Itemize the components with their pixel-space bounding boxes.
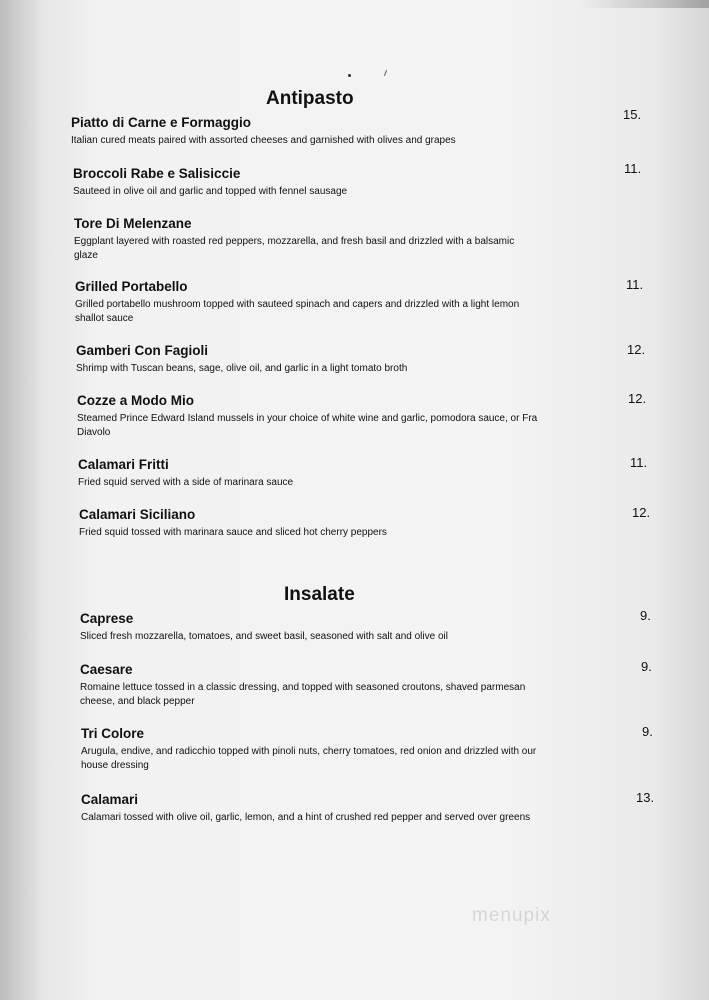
item-name: Calamari Fritti — [78, 457, 169, 472]
scan-speck — [384, 70, 387, 76]
item-description: Romaine lettuce tossed in a classic dressing, and topped with seasoned croutons, shaved parmesan cheese, and black pepper — [80, 682, 526, 707]
scan-speck — [348, 74, 351, 77]
item-name: Piatto di Carne e Formaggio — [71, 115, 252, 130]
item-name: Tri Colore — [81, 726, 145, 741]
menu-item — [76, 343, 556, 376]
menu-item — [80, 611, 560, 644]
item-price: 11. — [624, 161, 642, 176]
menu-item — [74, 216, 524, 263]
item-price: 15. — [623, 107, 642, 122]
item-price: 13. — [636, 790, 655, 805]
menu-item — [75, 279, 545, 326]
item-name: Tore Di Melenzane — [74, 216, 192, 231]
menu-item — [81, 726, 551, 773]
menu-item — [73, 166, 553, 199]
item-description: Eggplant layered with roasted red peppers, mozzarella, and fresh basil and drizzled with a balsamic glaze — [74, 236, 515, 261]
item-description: Steamed Prince Edward Island mussels in your choice of white wine and garlic, pomodora sauce, or Fra Diavolo — [77, 413, 538, 438]
item-name: Calamari — [81, 792, 139, 807]
watermark: menupix — [472, 905, 551, 926]
section-title-antipasto: Antipasto — [266, 88, 354, 109]
item-description: Calamari tossed with olive oil, garlic, lemon, and a hint of crushed red pepper and served over greens — [81, 812, 531, 823]
menu-item — [78, 457, 558, 490]
item-description: Sauteed in olive oil and garlic and topped with fennel sausage — [73, 186, 348, 197]
item-description: Shrimp with Tuscan beans, sage, olive oil, and garlic in a light tomato broth — [76, 363, 408, 374]
item-description: Grilled portabello mushroom topped with sauteed spinach and capers and drizzled with a light lemon shallot sauce — [75, 299, 520, 324]
item-price: 12. — [627, 342, 646, 357]
item-price: 9. — [642, 724, 653, 739]
item-price: 11. — [626, 277, 644, 292]
item-price: 9. — [641, 659, 652, 674]
item-description: Fried squid served with a side of marinara sauce — [78, 477, 294, 488]
scan-shadow — [580, 0, 709, 8]
item-price: 12. — [628, 391, 647, 406]
item-price: 9. — [640, 608, 651, 623]
menu-item — [71, 115, 551, 148]
item-description: Sliced fresh mozzarella, tomatoes, and sweet basil, seasoned with salt and olive oil — [80, 631, 448, 642]
item-name: Gamberi Con Fagioli — [76, 343, 209, 358]
item-name: Caesare — [80, 662, 133, 677]
item-price: 12. — [632, 505, 651, 520]
item-description: Arugula, endive, and radicchio topped with pinoli nuts, cherry tomatoes, red onion and drizzled with our house dressing — [81, 746, 537, 771]
menu-item — [77, 393, 567, 440]
item-description: Italian cured meats paired with assorted cheeses and garnished with olives and grapes — [71, 135, 456, 146]
item-price: 11. — [630, 455, 648, 470]
item-name: Cozze a Modo Mio — [77, 393, 194, 408]
item-name: Broccoli Rabe e Salisiccie — [73, 166, 241, 181]
item-name: Caprese — [80, 611, 134, 626]
menu-item — [80, 662, 540, 709]
item-name: Grilled Portabello — [75, 279, 188, 294]
menu-item — [81, 792, 551, 825]
item-name: Calamari Siciliano — [79, 507, 196, 522]
item-description: Fried squid tossed with marinara sauce and sliced hot cherry peppers — [79, 527, 387, 538]
menu-item — [79, 507, 559, 540]
section-title-insalate: Insalate — [284, 584, 355, 605]
